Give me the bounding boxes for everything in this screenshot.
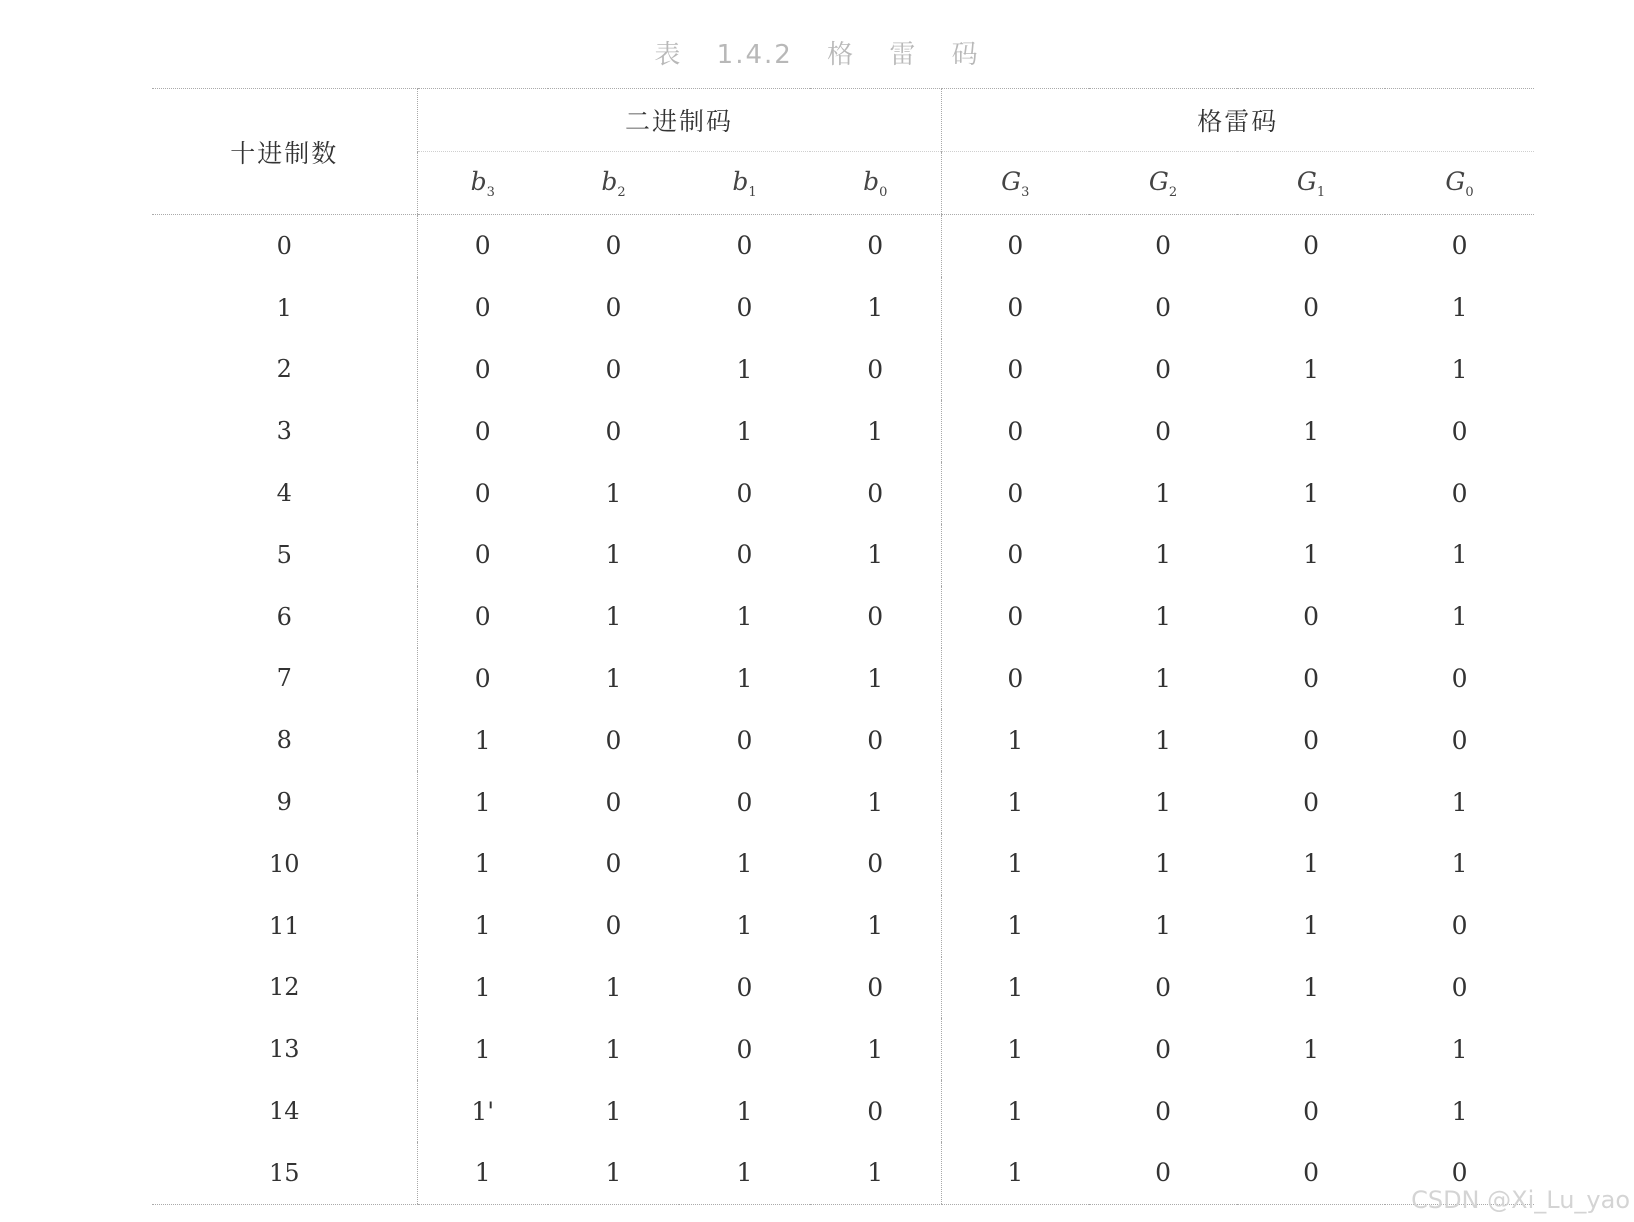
table-row <box>152 524 1534 586</box>
bit-subscript: 0 <box>879 184 888 200</box>
binary-bit-cell: 1 <box>417 957 548 1019</box>
table-row <box>152 709 1534 771</box>
gray-bit-cell: 0 <box>941 339 1089 401</box>
binary-bit-cell: 0 <box>736 231 753 261</box>
gray-code-table <box>152 88 1534 1205</box>
binary-bit-cell: 1 <box>548 1142 679 1204</box>
binary-bit-cell: 1 <box>867 663 884 693</box>
binary-bit-cell: 1 <box>736 1096 753 1126</box>
gray-bit-cell: 0 <box>1303 725 1319 755</box>
gray-bit-cell: 1 <box>1451 787 1468 817</box>
gray-bit-cell: 0 <box>1155 231 1171 261</box>
gray-bit-cell: 1 <box>1155 602 1171 632</box>
decimal-cell: 9 <box>276 788 292 817</box>
binary-bit-cell: 1 <box>605 1034 622 1064</box>
table-row <box>152 1080 1534 1142</box>
decimal-cell: 14 <box>268 1097 300 1126</box>
binary-bit-cell: 0 <box>417 648 548 710</box>
table-row <box>152 400 1534 462</box>
gray-bit-cell: 0 <box>941 400 1089 462</box>
table-row <box>152 895 1534 957</box>
binary-bit-cell: 1 <box>867 787 884 817</box>
gray-bit-cell: 1 <box>941 709 1089 771</box>
binary-bit-cell: 1 <box>867 540 884 570</box>
decimal-cell: 13 <box>268 1035 300 1064</box>
gray-bit-header <box>1089 152 1237 215</box>
binary-bit-header <box>548 152 679 215</box>
gray-bit-cell: 0 <box>1451 478 1468 508</box>
gray-bit-cell: 0 <box>1303 602 1319 632</box>
table-row <box>152 1018 1534 1080</box>
gray-bit-cell: 0 <box>1155 416 1171 446</box>
gray-bit-cell: 1 <box>941 1080 1089 1142</box>
binary-bit-cell: 0 <box>867 1096 884 1126</box>
binary-bit-cell: 0 <box>417 524 548 586</box>
decimal-cell: 5 <box>276 540 292 569</box>
bit-subscript: 1 <box>748 184 757 200</box>
binary-bit-cell: 0 <box>736 1034 753 1064</box>
gray-bit-cell: 0 <box>1089 1142 1237 1204</box>
binary-bit-cell: 0 <box>867 725 884 755</box>
binary-bit-cell: 0 <box>867 602 884 632</box>
decimal-cell: 11 <box>268 911 300 940</box>
binary-bit-cell: 0 <box>736 787 753 817</box>
gray-bit-cell: 0 <box>1385 1142 1534 1204</box>
binary-bit-cell: 0 <box>867 972 884 1002</box>
binary-bit-cell: 1 <box>736 602 753 632</box>
gray-bit-cell: 0 <box>1155 354 1171 384</box>
gray-bit-cell: 1 <box>1451 293 1468 323</box>
binary-bit-cell: 1 <box>867 1034 884 1064</box>
gray-bit-cell: 1 <box>1451 602 1468 632</box>
table-row <box>152 833 1534 895</box>
bit-symbol: b <box>601 166 618 196</box>
binary-bit-cell: 0 <box>417 400 548 462</box>
binary-bit-cell: 1 <box>736 663 753 693</box>
gray-bit-cell: 1 <box>941 957 1089 1019</box>
table-row <box>152 586 1534 648</box>
binary-bit-cell: 1 <box>867 416 884 446</box>
bit-subscript: 2 <box>1168 184 1178 200</box>
gray-bit-cell: 0 <box>941 277 1089 339</box>
binary-bit-cell: 0 <box>417 586 548 648</box>
gray-bit-header <box>1237 152 1385 215</box>
bit-subscript: 1 <box>1316 184 1326 200</box>
gray-bit-cell: 1 <box>941 833 1089 895</box>
decimal-cell: 7 <box>276 664 292 693</box>
table-row <box>152 277 1534 339</box>
gray-group-header: 格雷码 <box>941 89 1534 152</box>
decimal-cell: 1 <box>276 293 292 322</box>
bit-symbol: b <box>470 166 487 196</box>
binary-bit-cell: 0 <box>417 462 548 524</box>
binary-bit-header <box>810 152 941 215</box>
binary-bit-cell: 1 <box>605 1096 622 1126</box>
decimal-cell: 3 <box>276 417 292 446</box>
gray-bit-cell: 1 <box>1451 1096 1468 1126</box>
binary-bit-cell: 1 <box>605 663 622 693</box>
table-row <box>152 339 1534 401</box>
table-row <box>152 771 1534 833</box>
gray-bit-cell: 1 <box>1155 663 1171 693</box>
table-row <box>152 648 1534 710</box>
bit-subscript: 2 <box>617 184 626 200</box>
binary-bit-cell: 1 <box>605 478 622 508</box>
gray-bit-cell: 0 <box>1303 231 1319 261</box>
binary-bit-cell: 1 <box>417 771 548 833</box>
gray-bit-cell: 1 <box>1155 849 1171 879</box>
binary-bit-cell: 1 <box>417 1142 548 1204</box>
binary-bit-cell: 0 <box>605 293 622 323</box>
gray-bit-cell: 1 <box>1451 849 1468 879</box>
gray-bit-cell: 0 <box>1237 1142 1385 1204</box>
binary-bit-cell: 0 <box>736 972 753 1002</box>
bit-symbol: G <box>1148 166 1169 196</box>
binary-bit-cell: 1 <box>417 895 548 957</box>
gray-bit-cell: 1 <box>1303 911 1319 941</box>
gray-bit-cell: 1 <box>1451 354 1468 384</box>
gray-bit-cell: 0 <box>1451 972 1468 1002</box>
gray-bit-cell: 0 <box>1451 725 1468 755</box>
binary-bit-cell: 0 <box>605 911 622 941</box>
gray-bit-cell: 0 <box>1303 1096 1319 1126</box>
binary-bit-cell: 0 <box>605 231 622 261</box>
binary-bit-cell: 1 <box>679 1142 810 1204</box>
decimal-cell: 0 <box>276 231 292 260</box>
gray-bit-cell: 0 <box>1451 663 1468 693</box>
table-row <box>152 1142 1534 1204</box>
binary-bit-cell: 1 <box>605 972 622 1002</box>
binary-bit-cell: 1 <box>417 709 548 771</box>
binary-bit-cell: 0 <box>605 787 622 817</box>
binary-bit-cell: 0 <box>867 849 884 879</box>
bit-symbol: b <box>732 166 749 196</box>
binary-bit-cell: 0 <box>417 339 548 401</box>
binary-bit-cell: 1 <box>867 293 884 323</box>
gray-bit-cell: 0 <box>1155 293 1171 323</box>
binary-bit-cell: 0 <box>867 231 884 261</box>
table-row <box>152 215 1534 277</box>
gray-bit-cell: 1 <box>941 895 1089 957</box>
binary-bit-cell: 0 <box>736 540 753 570</box>
watermark: CSDN @Xi_Lu_yao <box>1411 1186 1630 1214</box>
binary-group-header: 二进制码 <box>417 89 941 152</box>
bit-subscript: 3 <box>1021 184 1030 200</box>
binary-bit-cell: 0 <box>605 354 622 384</box>
table-row <box>152 957 1534 1019</box>
gray-bit-cell: 1 <box>1155 725 1171 755</box>
gray-bit-cell: 1 <box>941 1142 1089 1204</box>
binary-bit-cell: 1 <box>810 1142 941 1204</box>
binary-bit-cell: 1 <box>736 849 753 879</box>
bit-symbol: G <box>1445 166 1466 196</box>
decimal-cell: 6 <box>276 602 292 631</box>
decimal-cell: 12 <box>268 973 300 1002</box>
gray-bit-header <box>941 152 1089 215</box>
binary-bit-cell: 1 <box>417 833 548 895</box>
gray-bit-cell: 0 <box>1303 787 1319 817</box>
gray-bit-cell: 1 <box>1451 540 1468 570</box>
binary-bit-cell: 1 <box>736 416 753 446</box>
bit-symbol: b <box>863 166 880 196</box>
binary-bit-cell: 0 <box>605 416 622 446</box>
binary-bit-cell: 1 <box>867 911 884 941</box>
gray-bit-cell: 1 <box>1303 972 1319 1002</box>
binary-bit-cell: 0 <box>736 478 753 508</box>
decimal-cell: 8 <box>276 726 292 755</box>
gray-bit-cell: 0 <box>1303 663 1319 693</box>
binary-bit-cell: 1 <box>417 1018 548 1080</box>
gray-bit-cell: 1 <box>1155 478 1171 508</box>
bit-subscript: 0 <box>1465 184 1474 200</box>
binary-bit-cell: 1 <box>736 911 753 941</box>
binary-bit-header <box>417 152 548 215</box>
binary-bit-cell: 0 <box>605 849 622 879</box>
gray-bit-cell: 0 <box>1451 231 1468 261</box>
binary-bit-cell: 0 <box>417 215 548 277</box>
binary-bit-cell: 0 <box>736 293 753 323</box>
binary-bit-cell: 1' <box>417 1080 548 1142</box>
gray-bit-cell: 0 <box>941 648 1089 710</box>
gray-bit-cell: 1 <box>1303 416 1319 446</box>
gray-bit-cell: 0 <box>1155 972 1171 1002</box>
table-caption: 表 1.4.2 格 雷 码 <box>654 40 980 70</box>
gray-bit-cell: 1 <box>941 771 1089 833</box>
gray-bit-cell: 1 <box>941 1018 1089 1080</box>
gray-bit-cell: 0 <box>1451 416 1468 446</box>
decimal-cell: 4 <box>276 479 292 508</box>
decimal-cell: 2 <box>276 355 292 384</box>
gray-bit-cell: 0 <box>1155 1096 1171 1126</box>
gray-bit-cell: 1 <box>1155 911 1171 941</box>
bit-subscript: 3 <box>486 184 495 200</box>
gray-bit-cell: 0 <box>1303 293 1319 323</box>
gray-bit-cell: 1 <box>1155 540 1171 570</box>
binary-bit-cell: 0 <box>867 478 884 508</box>
binary-bit-cell: 1 <box>605 602 622 632</box>
gray-bit-header <box>1385 152 1534 215</box>
bit-symbol: G <box>1296 166 1317 196</box>
decimal-cell: 10 <box>268 849 300 878</box>
gray-bit-cell: 1 <box>1303 849 1319 879</box>
decimal-header: 十进制数 <box>152 89 417 215</box>
gray-bit-cell: 1 <box>1303 478 1319 508</box>
table-row <box>152 462 1534 524</box>
binary-bit-cell: 0 <box>867 354 884 384</box>
gray-bit-cell: 1 <box>1451 1034 1468 1064</box>
gray-bit-cell: 0 <box>1451 911 1468 941</box>
binary-bit-header <box>679 152 810 215</box>
binary-bit-cell: 0 <box>736 725 753 755</box>
gray-bit-cell: 1 <box>1303 540 1319 570</box>
gray-bit-cell: 0 <box>1155 1034 1171 1064</box>
gray-bit-cell: 1 <box>1303 354 1319 384</box>
binary-bit-cell: 0 <box>605 725 622 755</box>
gray-bit-cell: 0 <box>941 462 1089 524</box>
decimal-cell: 15 <box>152 1142 417 1204</box>
binary-bit-cell: 1 <box>736 354 753 384</box>
gray-bit-cell: 0 <box>941 586 1089 648</box>
gray-bit-cell: 0 <box>941 215 1089 277</box>
header-row-groups <box>152 89 1534 152</box>
binary-bit-cell: 1 <box>605 540 622 570</box>
gray-bit-cell: 1 <box>1155 787 1171 817</box>
gray-bit-cell: 1 <box>1303 1034 1319 1064</box>
table-body <box>152 215 1534 1205</box>
binary-bit-cell: 0 <box>417 277 548 339</box>
bit-symbol: G <box>1001 166 1022 196</box>
gray-bit-cell: 0 <box>941 524 1089 586</box>
